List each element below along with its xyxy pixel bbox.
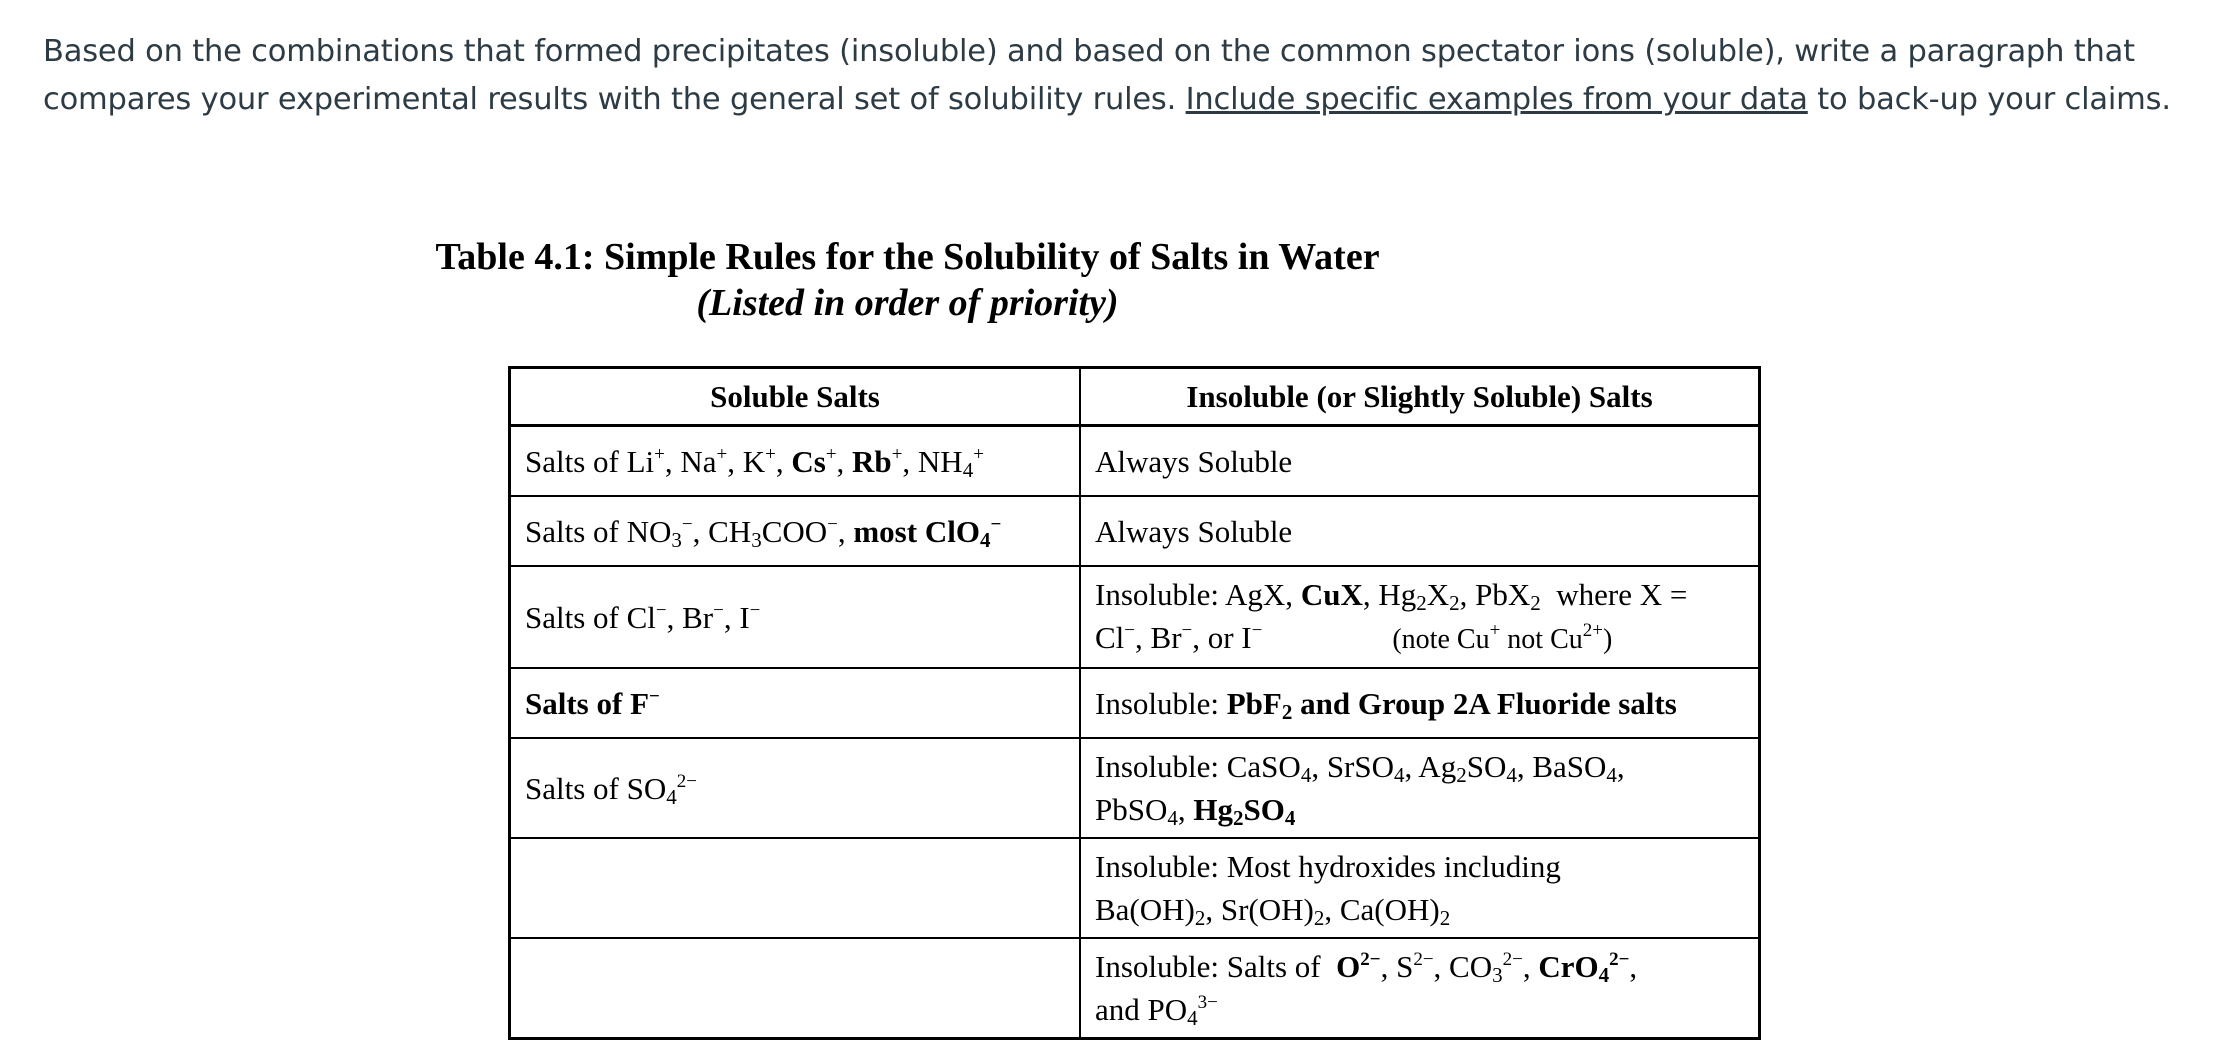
table-row <box>510 838 1760 938</box>
soluble-cell: Salts of Li+, Na+, K+, Cs+, Rb+, $NH_4^+$ <box>510 426 1081 497</box>
table-row <box>510 938 1760 1039</box>
insoluble-cell: Insoluble: PbF$_2$ and Group 2A Fluoride salts <box>1080 668 1760 738</box>
table-row <box>510 426 1760 497</box>
question-prompt <box>43 28 2193 124</box>
soluble-cell <box>510 938 1081 1039</box>
prompt-text-before: Based on the combinations that formed precipitates (insoluble) and based on the common spectator ions (soluble), write a paragraph that compares your experimental results with the general set of solubility rules. <box>43 34 2135 117</box>
solubility-rules-table <box>508 366 1761 1040</box>
insoluble-cell: Insoluble: Most hydroxides including $Ba(OH)_2$, $Sr(OH)_2$, $Ca(OH)_2$ <box>1080 838 1760 938</box>
cu-note: (note Cu+ not $Cu^{2+}$) <box>1392 620 1613 655</box>
soluble-cell: Salts of $SO_4^{2-}$ <box>510 738 1081 838</box>
table-subtitle: (Listed in order of priority) <box>696 282 1119 324</box>
insoluble-cell: Always Soluble <box>1080 496 1760 566</box>
table-title: Table 4.1: Simple Rules for the Solubility of Salts in Water <box>435 236 1380 278</box>
header-insoluble: Insoluble (or Slightly Soluble) Salts <box>1080 368 1760 426</box>
prompt-emphasis-link: Include specific examples from your data <box>1185 82 1808 117</box>
table-row <box>510 566 1760 668</box>
soluble-cell: Salts of $NO_3^-$, $CH_3COO^-$, most ClO$_4$− <box>510 496 1081 566</box>
table-row <box>510 496 1760 566</box>
soluble-cell: Salts of Cl−, Br−, I− <box>510 566 1081 668</box>
prompt-text-after: to back-up your claims. <box>1807 82 2171 117</box>
insoluble-cell: Insoluble: AgX, CuX, $Hg_2X_2$, PbX$_2$ where X = Cl−, Br−, or I− (note Cu+ not $Cu^{2+}$) <box>1080 566 1760 668</box>
table-header-row <box>510 368 1760 426</box>
table-row <box>510 738 1760 838</box>
table-caption <box>0 234 1815 326</box>
table-row <box>510 668 1760 738</box>
insoluble-cell: Insoluble: Salts of $O^{2-}$, $S^{2-}$, $CO_3^{2-}$, CrO$_4^{2-}$, and $PO_4^{3-}$ <box>1080 938 1760 1039</box>
insoluble-cell: Insoluble: CaSO$_4$, SrSO$_4$, $Ag_2SO_4$, BaSO$_4$, PbSO$_4$, $Hg_2SO_4$ <box>1080 738 1760 838</box>
insoluble-cell: Always Soluble <box>1080 426 1760 497</box>
header-soluble: Soluble Salts <box>510 368 1081 426</box>
soluble-cell <box>510 838 1081 938</box>
soluble-cell: Salts of F− <box>510 668 1081 738</box>
